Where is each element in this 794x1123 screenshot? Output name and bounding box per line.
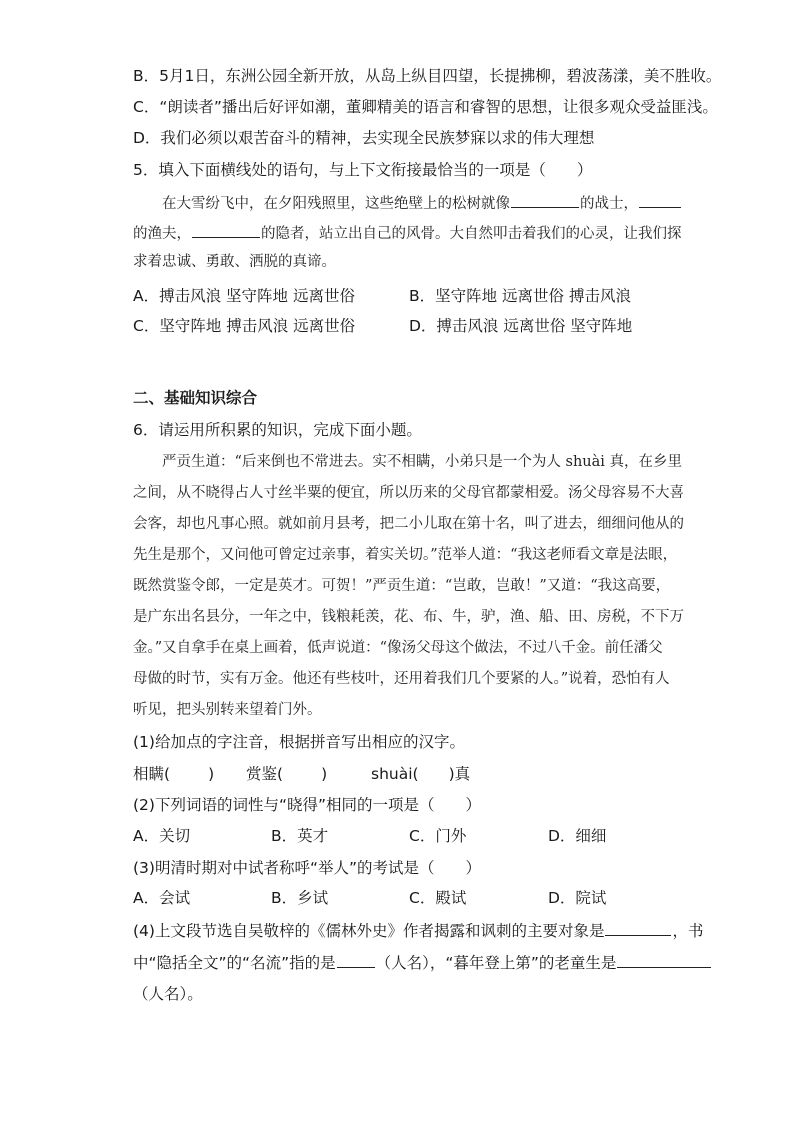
q6-passage-line: 严贡生道：“后来倒也不常进去。实不相瞒，小弟只是一个为人 shuài 真，在乡里 bbox=[162, 454, 683, 470]
q6-sub4-line-1 bbox=[133, 920, 703, 941]
q6-passage-line: 会客，却也凡事心照。就如前月县考，把二小儿取在第十名，叫了进去，细细问他从的 bbox=[133, 516, 684, 532]
q6-sub3-option-a[interactable]: A．会试 bbox=[133, 889, 191, 907]
fill-blank[interactable] bbox=[617, 952, 711, 968]
q4-option-c: C．“朗读者”播出后好评如潮，董卿精美的语言和睿智的思想，让很多观众受益匪浅。 bbox=[133, 98, 718, 116]
q4-option-b: B．5月1日，东洲公园全新开放，从岛上纵目四望，长提拂柳，碧波荡漾，美不胜收。 bbox=[133, 67, 722, 85]
fill-blank[interactable] bbox=[639, 192, 681, 208]
q6-passage-line: 是广东出名县分，一年之中，钱粮耗羡，花、布、牛，驴，渔、船、田、房税，不下万 bbox=[133, 609, 684, 625]
q6-sub2-option-b[interactable]: B．英才 bbox=[271, 827, 329, 845]
q5-passage-text: 在大雪纷飞中，在夕阳残照里，这些绝壁上的松树就像 bbox=[162, 196, 510, 212]
q6-sub4-text: （人名），“暮年登上第”的老童生是 bbox=[375, 954, 617, 972]
q6-sub1-stem: (1)给加点的字注音，根据拼音写出相应的汉字。 bbox=[133, 733, 465, 751]
q5-option-b[interactable]: B．坚守阵地 远离世俗 搏击风浪 bbox=[409, 287, 631, 305]
fill-blank[interactable] bbox=[337, 952, 375, 968]
q6-passage-line: 先生是那个，又问他可曾定过亲事，着实关切。”范举人道：“我这老师看文章是法眼， bbox=[133, 547, 678, 563]
q5-option-a[interactable]: A．搏击风浪 坚守阵地 远离世俗 bbox=[133, 287, 355, 305]
q5-passage-line-1 bbox=[133, 192, 692, 214]
fill-blank[interactable] bbox=[605, 920, 671, 936]
q6-sub4-text: ，书 bbox=[672, 922, 704, 940]
q4-option-d: D．我们必须以艰苦奋斗的精神，去实现全民族梦寐以求的伟大理想 bbox=[133, 129, 595, 147]
q6-passage-line: 既然赏鉴令郎，一定是英才。可贺！”严贡生道：“岂敢，岂敢！”又道：“我这高要， bbox=[133, 578, 671, 594]
q6-sub4-text: 中“隐括全文”的“名流”指的是 bbox=[133, 954, 336, 972]
q6-sub4-line-2 bbox=[133, 952, 712, 973]
fill-blank[interactable] bbox=[511, 192, 579, 208]
q6-passage-line: 之间，从不晓得占人寸丝半粟的便宜，所以历来的父母官都蒙相爱。汤父母容易不大喜 bbox=[133, 485, 684, 501]
q6-sub3-option-b[interactable]: B．乡试 bbox=[271, 889, 329, 907]
q5-stem: 5．填入下面横线处的语句，与上下文衔接最恰当的一项是（ ） bbox=[133, 161, 593, 179]
q6-passage-line: 母做的时节，实有万金。他还有些枝叶，还用着我们几个要紧的人。”说着，恐怕有人 bbox=[133, 671, 670, 687]
q6-sub2-option-a[interactable]: A．关切 bbox=[133, 827, 191, 845]
q6-passage-line: 金。”又自拿手在桌上画着，低声说道：“像汤父母这个做法，不过八千金。前任潘父 bbox=[133, 640, 663, 656]
q6-sub2-option-d[interactable]: D．细细 bbox=[548, 827, 607, 845]
q6-sub3-option-d[interactable]: D．院试 bbox=[548, 889, 607, 907]
paren-close: ) bbox=[208, 765, 215, 783]
pinyin-item-1: 相瞒( bbox=[133, 765, 171, 783]
q5-option-d[interactable]: D．搏击风浪 远离世俗 坚守阵地 bbox=[409, 317, 633, 335]
q6-sub2-stem: (2)下列词语的词性与“晓得”相同的一项是（ ） bbox=[133, 796, 482, 814]
q6-sub2-option-c[interactable]: C．门外 bbox=[409, 827, 467, 845]
q5-passage-text: 的战士， bbox=[580, 196, 638, 212]
q5-option-c[interactable]: C．坚守阵地 搏击风浪 远离世俗 bbox=[133, 317, 356, 335]
pinyin-item-2: 赏鉴( bbox=[246, 765, 284, 783]
q6-sub1-items bbox=[133, 764, 470, 784]
pinyin-item-3: shuài( bbox=[371, 765, 419, 783]
paren-close: ) bbox=[321, 765, 328, 783]
q6-passage-line: 听见，把头别转来望着门外。 bbox=[133, 702, 322, 718]
q6-sub3-stem: (3)明清时期对中试者称呼“举人”的考试是（ ） bbox=[133, 859, 482, 877]
q5-passage-text: 的渔夫， bbox=[133, 226, 191, 242]
q5-passage-line-2 bbox=[133, 222, 682, 244]
section-heading: 二、基础知识综合 bbox=[133, 389, 258, 407]
fill-blank[interactable] bbox=[192, 222, 260, 238]
q6-sub4-line-3: （人名）。 bbox=[133, 985, 203, 1003]
q6-sub4-text: (4)上文段节选自吴敬梓的《儒林外史》作者揭露和讽刺的主要对象是 bbox=[133, 922, 605, 940]
q6-stem: 6．请运用所积累的知识，完成下面小题。 bbox=[133, 421, 422, 439]
q6-sub3-option-c[interactable]: C．殿试 bbox=[409, 889, 467, 907]
q5-passage-line-3: 求着忠诚、勇敢、洒脱的真谛。 bbox=[133, 254, 336, 270]
q5-passage-text: 的隐者，站立出自己的风骨。大自然叩击着我们的心灵，让我们探 bbox=[261, 226, 682, 242]
paren-close: )真 bbox=[448, 765, 471, 783]
